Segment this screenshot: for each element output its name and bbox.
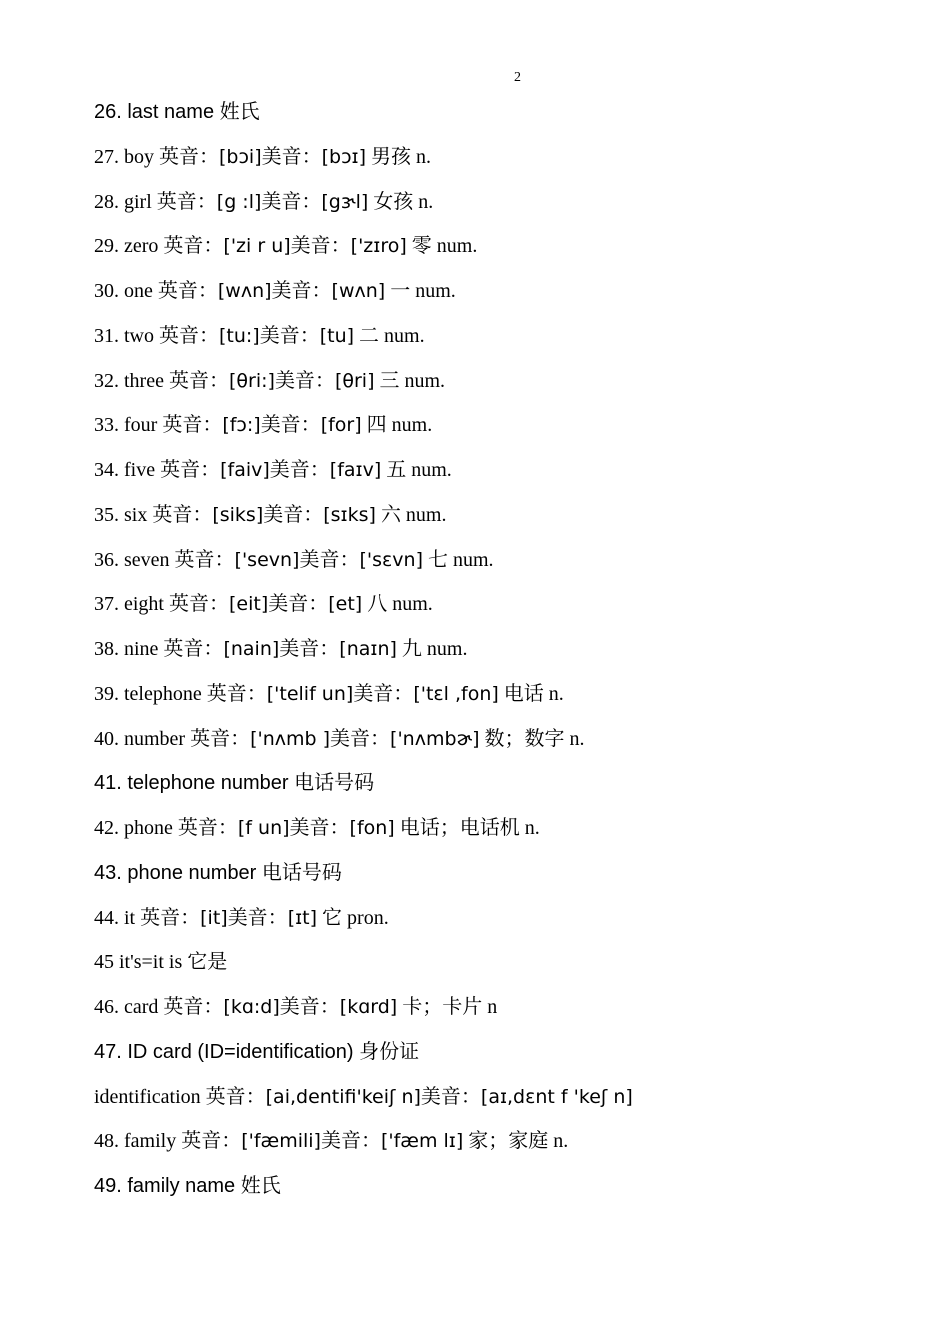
phonetic-text: [naɪn] — [339, 638, 397, 660]
vocab-line — [94, 721, 914, 766]
vocab-text: 美音： — [261, 190, 322, 213]
phonetic-text: ['nʌmb ] — [250, 727, 331, 750]
phonetic-text: [wʌn] — [331, 280, 386, 302]
vocab-text: 30. one 英音： — [94, 280, 218, 302]
vocab-line — [94, 542, 914, 587]
vocab-text: 26. last name 姓氏 — [94, 101, 260, 123]
vocab-text: 29. zero 英音： — [94, 235, 224, 258]
phonetic-text: [for] — [320, 414, 362, 437]
phonetic-text: [f un] — [237, 817, 290, 839]
vocab-text: 40. number 英音： — [94, 727, 251, 750]
vocab-text: 美音： — [260, 414, 321, 437]
vocab-line — [94, 1123, 914, 1168]
phonetic-text: [bɔi] — [219, 145, 262, 168]
vocab-text: 九 num. — [396, 638, 468, 660]
phonetic-text: [aɪ,dɛnt f 'keʃ n] — [480, 1085, 633, 1108]
vocab-text: 35. six 英音： — [94, 503, 213, 526]
phonetic-text: [kɑrd] — [339, 996, 398, 1018]
phonetic-text: [sɪks] — [323, 503, 376, 526]
vocab-text: 六 num. — [375, 503, 447, 526]
phonetic-text: ['sɛvn] — [359, 548, 423, 571]
phonetic-text: ['zi r u] — [223, 235, 291, 258]
vocab-line — [94, 497, 914, 542]
vocab-text: 美音： — [279, 996, 340, 1018]
vocab-line — [94, 139, 914, 184]
vocab-text: 女孩 n. — [368, 190, 434, 213]
vocab-line — [94, 1034, 914, 1079]
vocab-text: 男孩 n. — [366, 145, 431, 168]
vocab-line — [94, 273, 914, 318]
phonetic-text: [faiv] — [220, 459, 270, 481]
vocab-line — [94, 452, 914, 497]
vocab-text: 美音： — [271, 280, 332, 302]
vocab-line — [94, 407, 914, 452]
vocab-text: 36. seven 英音： — [94, 548, 235, 571]
vocab-line — [94, 1168, 914, 1213]
vocab-text: 美音： — [420, 1085, 481, 1108]
vocab-text: 美音： — [269, 459, 330, 481]
phonetic-text: [bɔɪ] — [321, 145, 366, 168]
vocab-line — [94, 944, 914, 989]
vocab-text: 48. family 英音： — [94, 1130, 242, 1153]
vocab-line — [94, 586, 914, 631]
vocab-text: 美音： — [299, 548, 360, 571]
vocab-text: 37. eight 英音： — [94, 593, 229, 616]
vocab-line — [94, 184, 914, 229]
vocab-text: 八 num. — [362, 593, 433, 616]
vocab-text: 41. telephone number 电话号码 — [94, 772, 375, 795]
vocab-text: 31. two 英音： — [94, 324, 219, 347]
vocabulary-list — [94, 94, 914, 1213]
vocab-line — [94, 631, 914, 676]
vocab-text: 27. boy 英音： — [94, 145, 219, 168]
phonetic-text: [θri:] — [228, 369, 275, 392]
vocab-text: 数；数字 n. — [479, 727, 585, 750]
vocab-line — [94, 676, 914, 721]
phonetic-text: ['nʌmbɚ] — [390, 727, 480, 750]
vocab-text: 家；家庭 n. — [463, 1130, 569, 1153]
vocab-text: 49. family name 姓氏 — [94, 1175, 281, 1197]
vocab-text: 它 pron. — [317, 906, 389, 929]
phonetic-text: [ai,dentifi'keiʃ n] — [265, 1085, 421, 1108]
phonetic-text: [faɪv] — [329, 459, 382, 481]
vocab-line — [94, 363, 914, 408]
vocab-text: 44. it 英音： — [94, 906, 201, 929]
vocab-text: 七 num. — [423, 548, 494, 571]
phonetic-text: [it] — [200, 906, 228, 929]
phonetic-text: [fon] — [349, 817, 395, 839]
phonetic-text: [eit] — [229, 593, 269, 616]
vocab-line — [94, 765, 914, 810]
phonetic-text: ['telif un] — [266, 682, 354, 705]
vocab-line — [94, 94, 914, 139]
vocab-text: 美音： — [330, 727, 391, 750]
phonetic-text: [wʌn] — [217, 280, 272, 302]
phonetic-text: ['tɛl ,fon] — [413, 682, 499, 705]
vocab-line — [94, 810, 914, 855]
vocab-text: 三 num. — [374, 369, 446, 392]
vocab-line — [94, 1079, 914, 1124]
vocab-text: 四 num. — [361, 414, 433, 437]
vocab-text: 33. four 英音： — [94, 414, 223, 437]
vocab-text: 美音： — [289, 817, 350, 839]
phonetic-text: [et] — [328, 593, 363, 616]
vocab-text: 34. five 英音： — [94, 459, 221, 481]
vocab-text: 二 num. — [354, 324, 425, 347]
vocab-text: 美音： — [263, 503, 324, 526]
vocab-text: 美音： — [261, 145, 322, 168]
phonetic-text: [θri] — [334, 369, 375, 392]
phonetic-text: [tu:] — [219, 324, 260, 347]
page-number: 2 — [514, 70, 521, 85]
phonetic-text: ['zɪro] — [350, 235, 407, 258]
vocab-text: identification 英音： — [94, 1085, 266, 1108]
phonetic-text: ['sevn] — [234, 548, 300, 571]
vocab-text: 美音： — [320, 1130, 381, 1153]
vocab-text: 42. phone 英音： — [94, 817, 238, 839]
vocab-text: 五 num. — [381, 459, 452, 481]
vocab-text: 美音： — [274, 369, 335, 392]
vocab-text: 零 num. — [406, 235, 478, 258]
vocab-text: 45 it's=it is 它是 — [94, 951, 228, 974]
vocab-line — [94, 900, 914, 945]
vocab-text: 美音： — [259, 324, 320, 347]
vocab-text: 38. nine 英音： — [94, 638, 224, 660]
vocab-text: 39. telephone 英音： — [94, 682, 267, 705]
vocab-text: 美音： — [353, 682, 414, 705]
vocab-line — [94, 855, 914, 900]
vocab-text: 美音： — [279, 638, 340, 660]
phonetic-text: [gɝl] — [321, 190, 369, 213]
vocab-text: 47. ID card (ID=identification) 身份证 — [94, 1040, 420, 1063]
phonetic-text: ['fæm lɪ] — [380, 1130, 464, 1153]
vocab-line — [94, 989, 914, 1034]
vocab-text: 美音： — [227, 906, 288, 929]
vocab-text: 卡；卡片 n — [397, 996, 498, 1018]
phonetic-text: [siks] — [212, 503, 264, 526]
vocab-line — [94, 228, 914, 273]
vocab-line — [94, 318, 914, 363]
vocab-text: 43. phone number 电话号码 — [94, 861, 342, 884]
phonetic-text: [kɑ:d] — [223, 996, 280, 1018]
vocab-text: 一 num. — [385, 280, 456, 302]
vocab-text: 32. three 英音： — [94, 369, 229, 392]
vocab-text: 电话 n. — [498, 682, 564, 705]
phonetic-text: [ɪt] — [287, 906, 318, 929]
vocab-text: 46. card 英音： — [94, 996, 224, 1018]
phonetic-text: ['fæmili] — [241, 1130, 321, 1153]
phonetic-text: [g :l] — [216, 190, 262, 213]
vocab-text: 28. girl 英音： — [94, 190, 217, 213]
phonetic-text: [tu] — [319, 324, 355, 347]
vocab-text: 电话；电话机 n. — [394, 817, 540, 839]
phonetic-text: [nain] — [223, 638, 280, 660]
phonetic-text: [fɔ:] — [222, 414, 261, 437]
vocab-text: 美音： — [290, 235, 351, 258]
vocab-text: 美音： — [268, 593, 329, 616]
